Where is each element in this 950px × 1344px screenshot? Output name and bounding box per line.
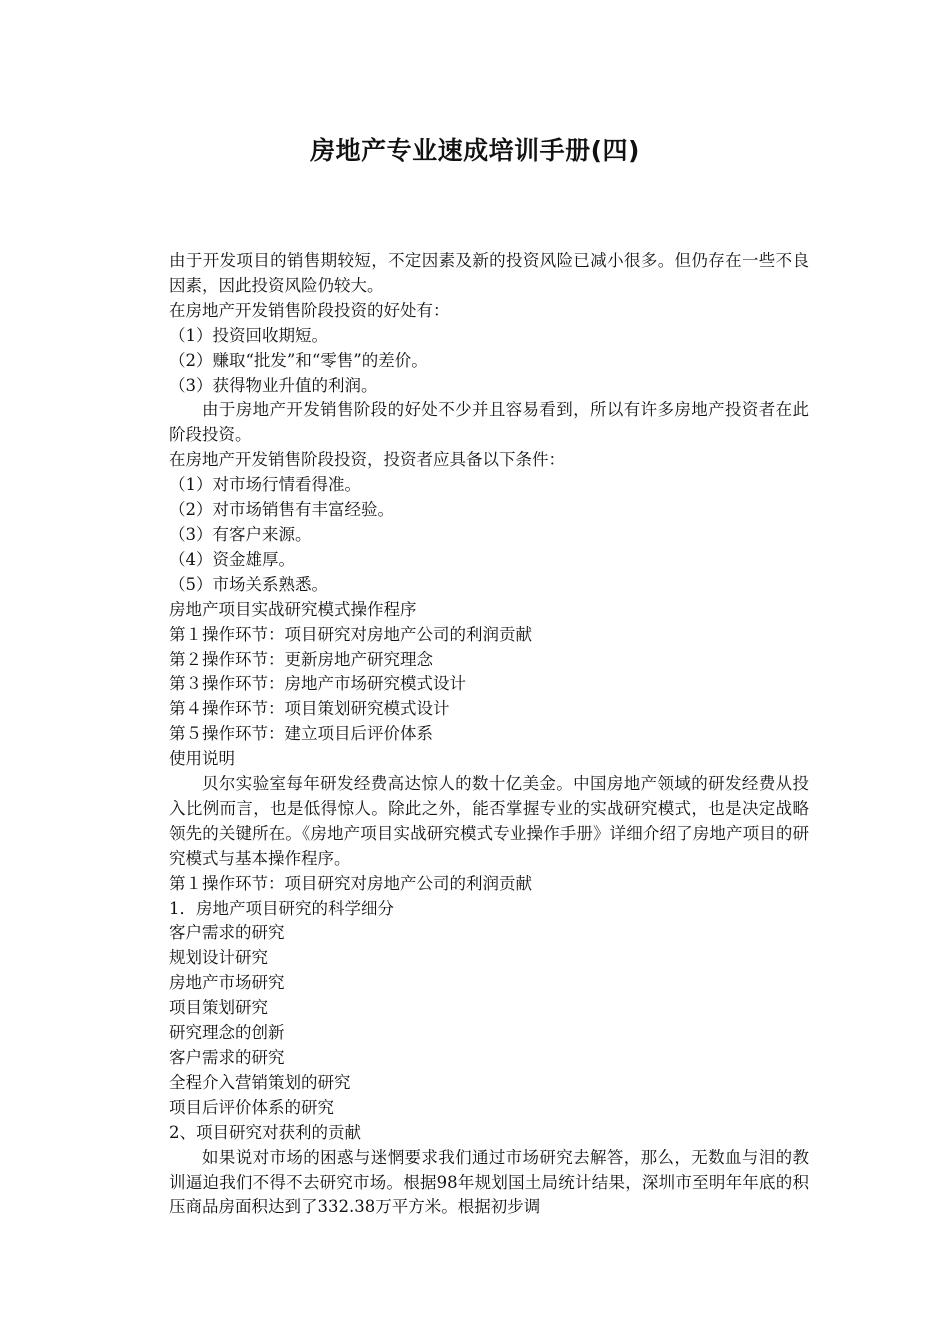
paragraph: （1）对市场行情看得准。: [169, 475, 361, 495]
paragraph: 项目策划研究: [169, 998, 268, 1018]
paragraph: 规划设计研究: [169, 948, 268, 968]
paragraph: 客户需求的研究: [169, 1048, 285, 1067]
paragraph: 第４操作环节：项目策划研究模式设计: [169, 699, 450, 719]
paragraph: 第１操作环节：项目研究对房地产公司的利润贡献: [169, 624, 532, 644]
paragraph: （5）市场关系熟悉。: [169, 574, 328, 594]
paragraph: 第２操作环节：更新房地产研究理念: [169, 649, 433, 669]
paragraph: 全程介入营销策划的研究: [169, 1072, 351, 1092]
paragraph: 房地产市场研究: [169, 973, 285, 993]
paragraph: （2）对市场销售有丰富经验。: [169, 500, 394, 520]
paragraph: 在房地产开发销售阶段投资，投资者应具备以下条件：: [169, 450, 565, 470]
paragraph: 在房地产开发销售阶段投资的好处有：: [169, 300, 450, 320]
page-title: 房地产专业速成培训手册(四): [310, 136, 640, 165]
paragraph: 第１操作环节：项目研究对房地产公司的利润贡献: [169, 873, 532, 893]
paragraph: （3）获得物业升值的利润。: [169, 375, 378, 395]
paragraph: 第３操作环节：房地产市场研究模式设计: [169, 674, 466, 694]
paragraph: 由于房地产开发销售阶段的好处不少并且容易看到，所以有许多房地产投资者在此阶段投资。: [169, 400, 809, 445]
paragraph: 研究理念的创新: [169, 1023, 285, 1043]
paragraph: 使用说明: [169, 749, 235, 769]
paragraph: 1．房地产项目研究的科学细分: [169, 898, 394, 918]
paragraph: 2、项目研究对获利的贡献: [169, 1122, 361, 1142]
paragraph: 如果说对市场的困惑与迷惘要求我们通过市场研究去解答，那么，无数血与泪的教训逼迫我们不得不去研究市场。根据98年规划国土局统计结果，深圳市至明年年底的积压商品房面积达到了332.38万平方米。根据初步调: [169, 1147, 809, 1217]
paragraph: 项目后评价体系的研究: [169, 1097, 334, 1117]
paragraph: 客户需求的研究: [169, 923, 285, 943]
paragraph: （4）资金雄厚。: [169, 549, 295, 569]
paragraph: 由于开发项目的销售期较短，不定因素及新的投资风险已减小很多。但仍存在一些不良因素，因此投资风险仍较大。: [169, 251, 809, 295]
paragraph: 房地产项目实战研究模式操作程序: [169, 599, 417, 619]
paragraph: 第５操作环节：建立项目后评价体系: [169, 724, 433, 744]
paragraph: （1）投资回收期短。: [169, 325, 328, 345]
paragraph: （3）有客户来源。: [169, 524, 312, 544]
paragraph: （2）赚取“批发”和“零售”的差价。: [169, 350, 428, 370]
paragraph: 贝尔实验室每年研发经费高达惊人的数十亿美金。中国房地产领域的研发经费从投入比例而言，也是低得惊人。除此之外，能否掌握专业的实战研究模式，也是决定战略领先的关键所在。《房地产项目实战研究模式专业操作手册》详细介绍了房地产项目的研究模式与基本操作程序。: [169, 774, 809, 868]
document-body: [169, 249, 809, 1220]
